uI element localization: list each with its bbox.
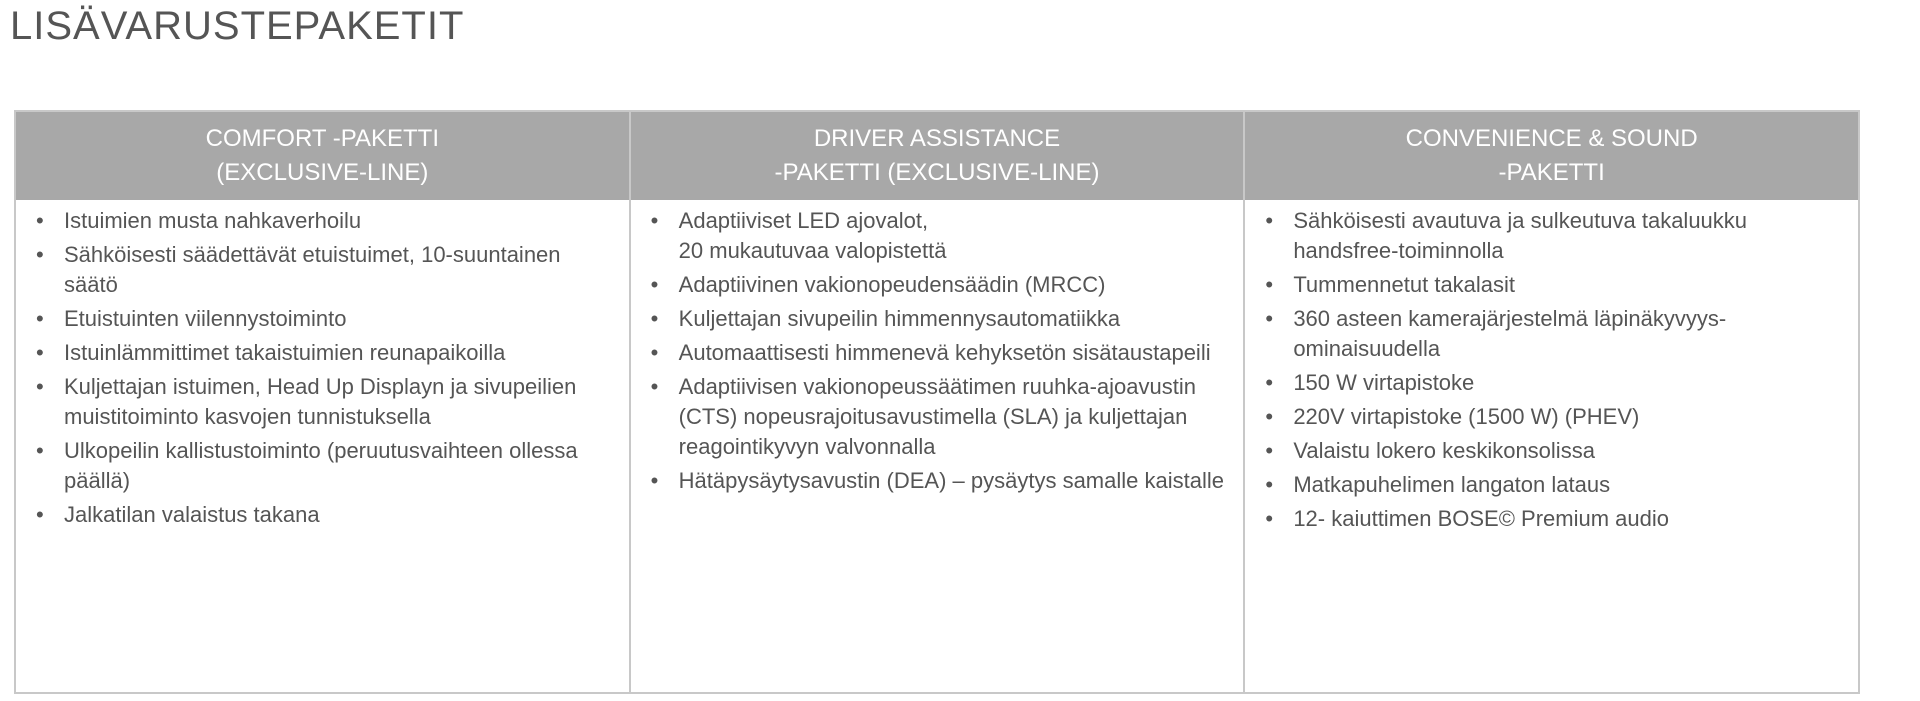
feature-item-text: • Jalkatilan valaistus takana (64, 502, 320, 527)
header-line: (EXCLUSIVE-LINE) (216, 159, 429, 186)
feature-item-text: • Adaptiivisen vakionopeussäätimen ruuhka-ajoavustin (CTS) nopeusrajoitusavustimella (SLA) ja kuljettajan reagointikyvyn valvonnalla (678, 374, 1196, 459)
feature-item-text: • Valaistu lokero keskikonsolissa (1293, 438, 1595, 463)
feature-list-convenience-sound (1259, 206, 1844, 534)
header-line: -PAKETTI (1498, 159, 1605, 186)
feature-item (645, 372, 1230, 462)
header-line: COMFORT -PAKETTI (205, 125, 439, 152)
feature-item (1259, 206, 1844, 266)
feature-item (30, 500, 615, 530)
feature-item (1259, 368, 1844, 398)
feature-list-comfort (30, 206, 615, 530)
feature-item (30, 304, 615, 334)
package-cell-convenience-sound (1244, 200, 1859, 693)
feature-item-text: • Kuljettajan istuimen, Head Up Displayn ja sivupeilien muistitoiminto kasvojen tunnistuksella (64, 374, 577, 429)
table-header-row (15, 111, 1859, 200)
feature-item (1259, 470, 1844, 500)
feature-item (1259, 270, 1844, 300)
table-body-row (15, 200, 1859, 693)
feature-item-text: • Adaptiiviset LED ajovalot, (678, 208, 929, 233)
feature-item (645, 466, 1230, 496)
package-cell-comfort (15, 200, 630, 693)
feature-item-text: • 220V virtapistoke (1500 W) (PHEV) (1293, 404, 1640, 429)
packages-table (14, 110, 1860, 694)
feature-item (1259, 504, 1844, 534)
feature-item-text: • Hätäpysäytysavustin (DEA) – pysäytys samalle kaistalle (678, 468, 1224, 493)
feature-item-text: • Istuimien musta nahkaverhoilu (64, 208, 362, 233)
feature-item-text: • Tummennetut takalasit (1293, 272, 1516, 297)
feature-list-driver-assistance (645, 206, 1230, 496)
package-header-convenience-sound (1244, 111, 1859, 200)
package-cell-driver-assistance (630, 200, 1245, 693)
header-line: CONVENIENCE & SOUND (1405, 125, 1698, 152)
page-title: LISÄVARUSTEPAKETIT (10, 4, 465, 48)
feature-item (30, 372, 615, 432)
feature-item-text: • Adaptiivinen vakionopeudensäädin (MRCC) (678, 272, 1106, 297)
feature-item-text: • Automaattisesti himmenevä kehyksetön sisätaustapeili (678, 340, 1211, 365)
feature-item-text: • 12- kaiuttimen BOSE© Premium audio (1293, 506, 1670, 531)
feature-item (30, 436, 615, 496)
feature-item (645, 304, 1230, 334)
feature-item (1259, 436, 1844, 466)
feature-item-text: • 360 asteen kamerajärjestelmä läpinäkyvyys-ominaisuudella (1293, 306, 1727, 361)
header-line: -PAKETTI (EXCLUSIVE-LINE) (774, 159, 1100, 186)
feature-item (1259, 402, 1844, 432)
feature-item (1259, 304, 1844, 364)
package-header-comfort (15, 111, 630, 200)
feature-item-text: • Sähköisesti avautuva ja sulkeutuva takaluukku handsfree-toiminnolla (1293, 208, 1748, 263)
feature-item (30, 338, 615, 368)
feature-item (645, 270, 1230, 300)
package-header-driver-assistance (630, 111, 1245, 200)
feature-item-text: • Matkapuhelimen langaton lataus (1293, 472, 1611, 497)
feature-item-text: 20 mukautuvaa valopistettä (678, 238, 947, 263)
feature-item-text: • Ulkopeilin kallistustoiminto (peruutusvaihteen ollessa päällä) (64, 438, 578, 493)
feature-item-text: • Sähköisesti säädettävät etuistuimet, 10-suuntainen säätö (64, 242, 561, 297)
feature-item-text: • Etuistuinten viilennystoiminto (64, 306, 347, 331)
feature-item-text: • 150 W virtapistoke (1293, 370, 1475, 395)
feature-item (30, 206, 615, 236)
feature-item (30, 240, 615, 300)
feature-item-text: • Kuljettajan sivupeilin himmennysautomatiikka (678, 306, 1121, 331)
feature-item (645, 338, 1230, 368)
header-line: DRIVER ASSISTANCE (813, 125, 1061, 152)
feature-item (645, 206, 1230, 266)
feature-item-text: • Istuinlämmittimet takaistuimien reunapaikoilla (64, 340, 506, 365)
